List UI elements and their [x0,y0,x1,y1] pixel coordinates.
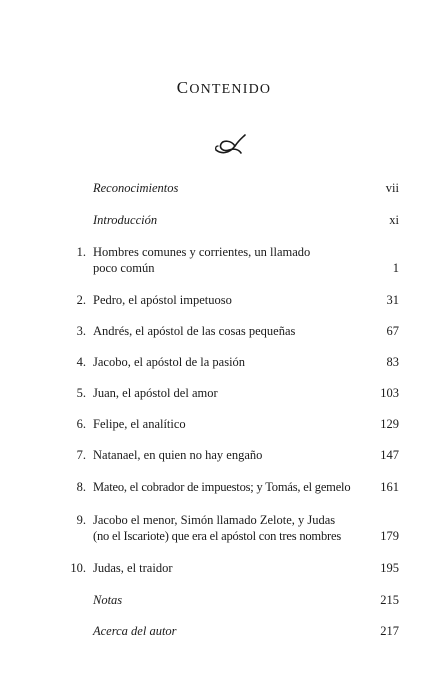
toc-page-number: 1 [392,261,399,275]
toc-page-number: 179 [380,529,399,543]
toc-entry-title: Acerca del autor [93,624,177,638]
toc-chapter-number: 3. [76,324,86,338]
toc-page-number: 161 [380,480,399,494]
toc-page-number: 129 [380,417,399,431]
title-initial: C [176,78,190,97]
toc-page-number: 215 [380,593,399,607]
page-title [0,78,448,98]
toc-page-number: xi [389,213,399,227]
toc-entry-title: Reconocimientos [93,181,179,195]
flourish-ornament-icon [213,132,247,156]
toc-entry-title: Notas [93,593,123,607]
toc-entry-title: Jacobo, el apóstol de la pasión [93,355,246,369]
toc-chapter-number: 4. [76,355,86,369]
toc-entry-title-line-2: (no el Iscariote) que era el apóstol con tres nombres [93,529,341,543]
toc-entry-title: Hombres comunes y corrientes, un llamado [93,245,311,259]
toc-chapter-number: 10. [70,561,86,575]
toc-page-number: vii [385,181,399,195]
toc-page-number: 103 [380,386,399,400]
toc-entry-title: Andrés, el apóstol de las cosas pequeñas [93,324,296,338]
toc-entry-title: Jacobo el menor, Simón llamado Zelote, y Judas [93,513,336,527]
toc-chapter-number: 5. [76,386,86,400]
toc-chapter-number: 9. [76,513,86,527]
toc-entry-title: Juan, el apóstol del amor [93,386,218,400]
toc-page-number: 147 [380,448,399,462]
toc-chapter-number: 7. [76,448,86,462]
toc-entry-title: Judas, el traidor [93,561,173,575]
toc-entry-title: Pedro, el apóstol impetuoso [93,293,232,307]
toc-entry-title: Introducción [93,213,158,227]
toc-chapter-number: 6. [76,417,86,431]
title-rest: ONTENIDO [189,82,272,97]
toc-entry-title: Natanael, en quien no hay engaño [93,448,263,462]
toc-chapter-number: 2. [76,293,86,307]
toc-page-number: 31 [386,293,399,307]
toc-chapter-number: 1. [76,245,86,259]
toc-page-number: 83 [386,355,399,369]
toc-entry-title: Mateo, el cobrador de impuestos; y Tomás, el gemelo [93,480,351,494]
toc-page-number: 67 [386,324,399,338]
toc-entry-title-line-2: poco común [93,261,155,275]
toc-entry-title: Felipe, el analítico [93,417,186,431]
toc-page-number: 217 [380,624,399,638]
toc-chapter-number: 8. [76,480,86,494]
toc-page-number: 195 [380,561,399,575]
